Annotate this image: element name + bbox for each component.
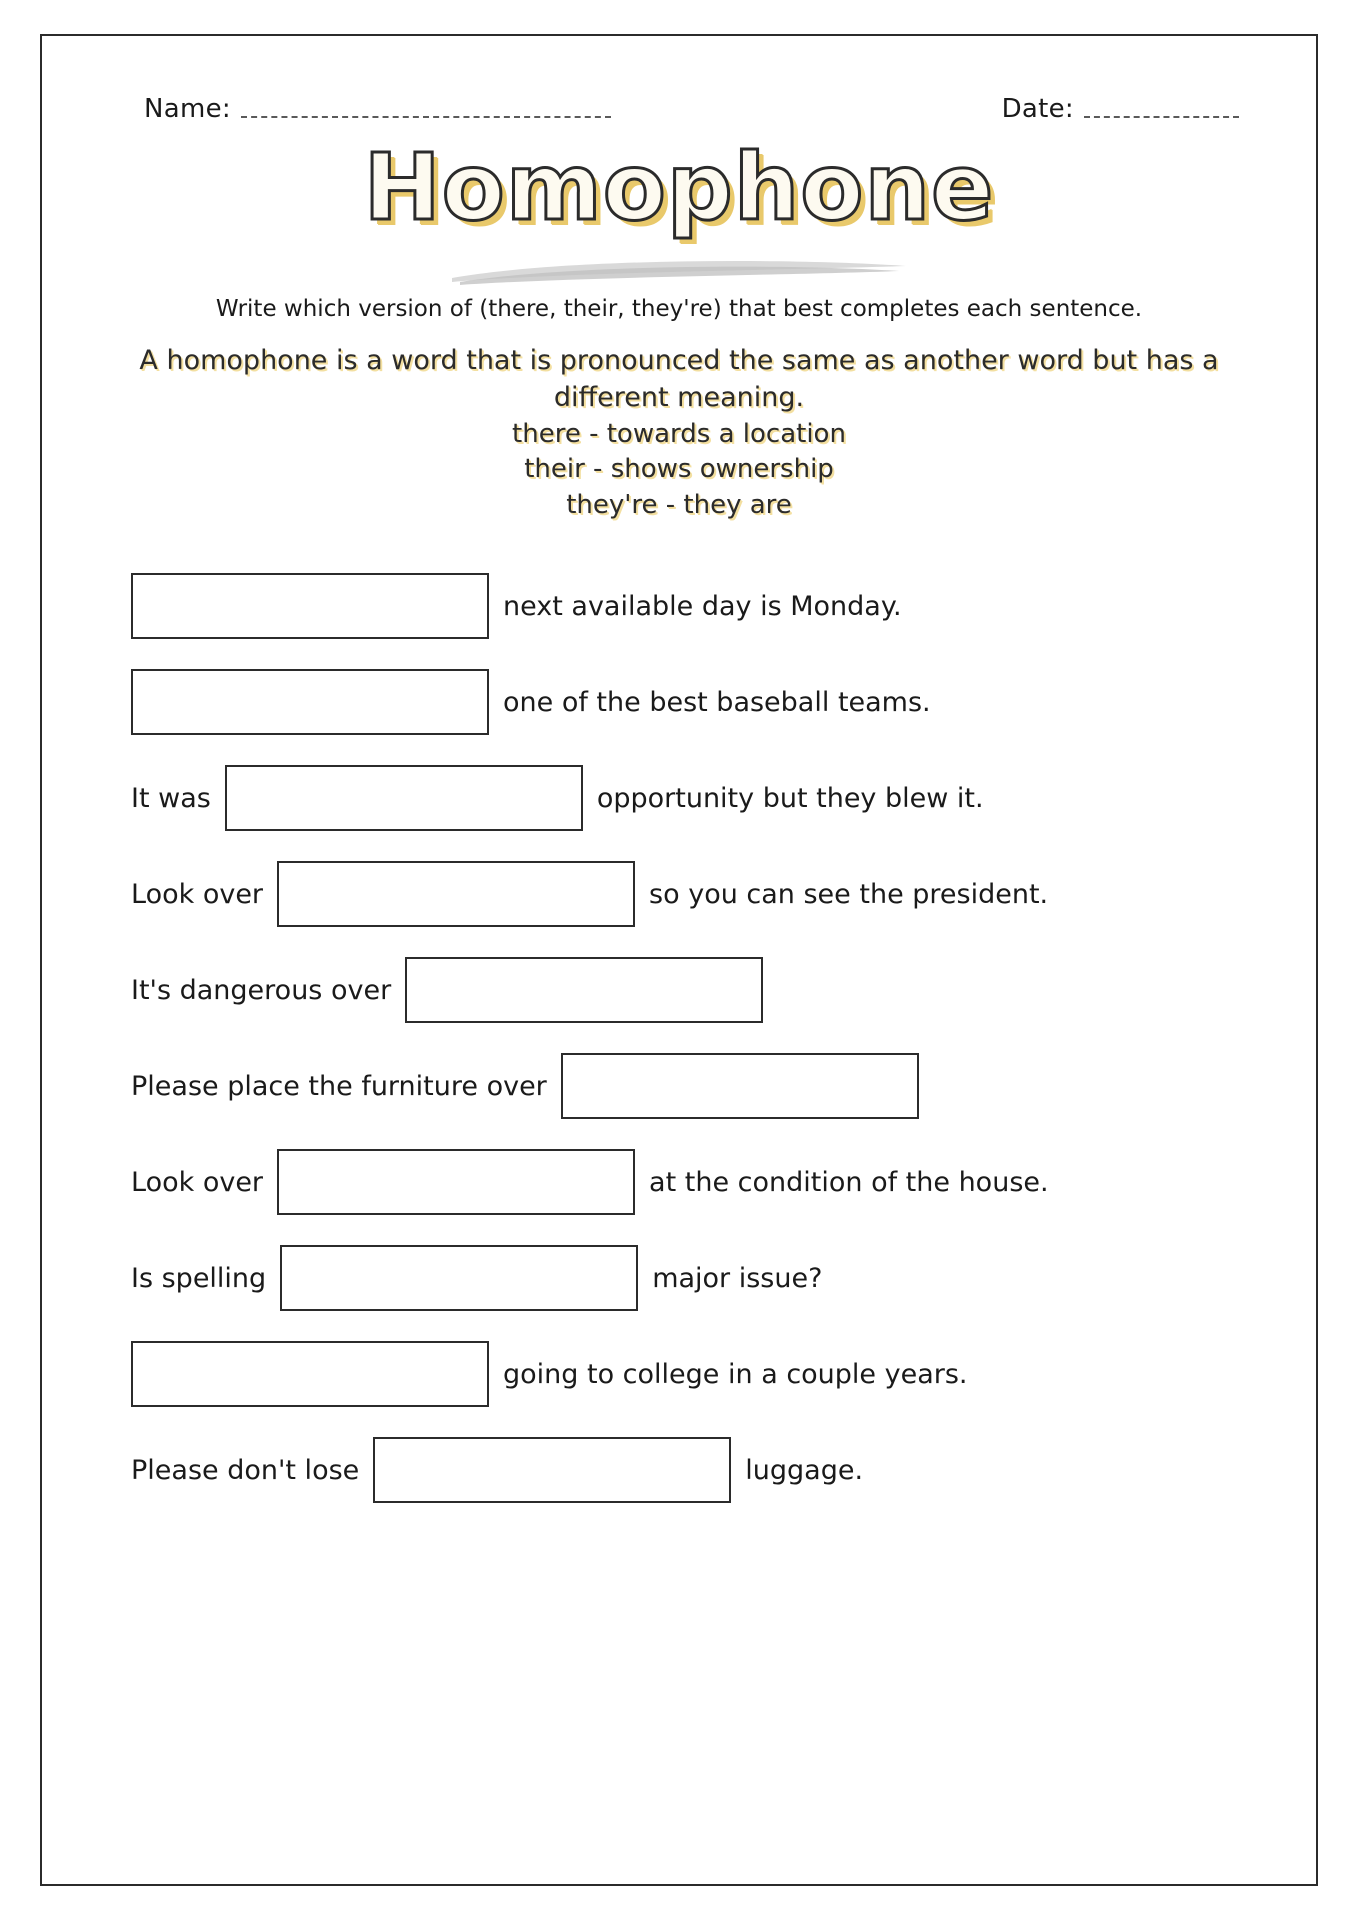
worksheet-content: [34, 34, 1324, 1518]
header-row: [109, 94, 1249, 124]
answer-blank[interactable]: [131, 1341, 489, 1407]
underline-swoosh-icon: [444, 252, 914, 286]
answer-blank[interactable]: [225, 765, 583, 831]
question-row: [131, 1230, 1227, 1326]
definition-line-5: they're - they are: [566, 490, 792, 521]
question-suffix: going to college in a couple years.: [503, 1358, 968, 1390]
question-row: [131, 1134, 1227, 1230]
date-field[interactable]: [1002, 94, 1239, 124]
instructions-text: Write which version of (there, their, they're) that best completes each sentence.: [215, 296, 1143, 322]
question-prefix: Look over: [131, 878, 264, 910]
question-row: [131, 942, 1227, 1038]
answer-blank[interactable]: [561, 1053, 919, 1119]
answer-blank[interactable]: [373, 1437, 731, 1503]
question-suffix: at the condition of the house.: [649, 1166, 1049, 1198]
question-prefix: Is spelling: [131, 1262, 267, 1294]
answer-blank[interactable]: [277, 861, 635, 927]
question-row: [131, 1422, 1227, 1518]
question-prefix: It's dangerous over: [131, 974, 392, 1006]
question-prefix: It was: [131, 782, 211, 814]
answer-blank[interactable]: [131, 573, 489, 639]
question-row: [131, 750, 1227, 846]
question-row: [131, 846, 1227, 942]
name-input-line[interactable]: [241, 116, 611, 118]
definition-line-3: there - towards a location: [512, 418, 846, 449]
question-suffix: luggage.: [745, 1454, 864, 1486]
answer-blank[interactable]: [277, 1149, 635, 1215]
title-block: [109, 134, 1249, 290]
date-input-line[interactable]: [1084, 116, 1239, 118]
answer-blank[interactable]: [405, 957, 763, 1023]
question-prefix: Please place the furniture over: [131, 1070, 547, 1102]
definition-line-1: A homophone is a word that is pronounced the same as another word but has a: [139, 345, 1219, 376]
questions-list: [109, 558, 1249, 1518]
definition-line-2: different meaning.: [553, 382, 805, 414]
name-field[interactable]: [144, 94, 611, 124]
definition-block: [109, 342, 1249, 524]
definition-line-4: their - shows ownership: [524, 454, 834, 485]
question-prefix: Look over: [131, 1166, 264, 1198]
question-row: [131, 654, 1227, 750]
question-suffix: one of the best baseball teams.: [503, 686, 931, 718]
question-prefix: Please don't lose: [131, 1454, 360, 1486]
question-row: [131, 1326, 1227, 1422]
question-row: [131, 558, 1227, 654]
name-label: Name:: [144, 94, 231, 124]
page-title: Homophone: [363, 134, 995, 241]
question-suffix: opportunity but they blew it.: [596, 782, 984, 814]
question-suffix: major issue?: [652, 1262, 823, 1294]
question-row: [131, 1038, 1227, 1134]
question-suffix: next available day is Monday.: [503, 590, 902, 622]
answer-blank[interactable]: [131, 669, 489, 735]
answer-blank[interactable]: [280, 1245, 638, 1311]
question-suffix: so you can see the president.: [649, 878, 1049, 910]
date-label: Date:: [1001, 94, 1074, 124]
